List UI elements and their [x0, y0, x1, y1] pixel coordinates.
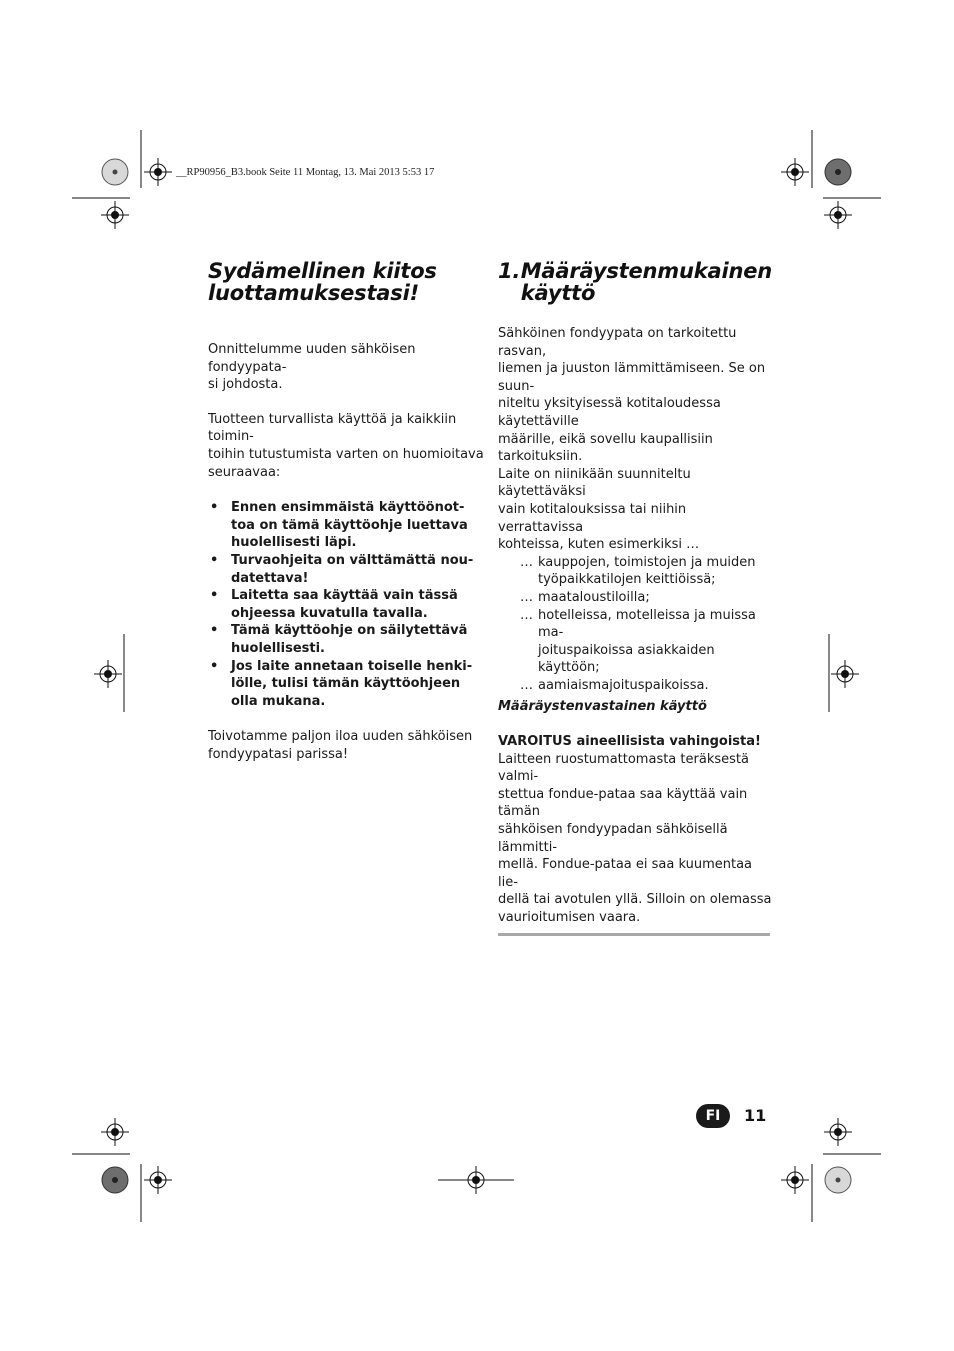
- list-item: … aamiaismajoituspaikoissa.: [520, 677, 709, 693]
- section-title-line2: käyttö: [520, 281, 596, 305]
- list-item: • Turvaohjeita on välttämättä nou- datettava!: [208, 552, 484, 587]
- misuse-subheading: Määräystenvastainen käyttö: [498, 699, 707, 715]
- closing-paragraph: Toivotamme paljon iloa uuden sähköisen fondyypatasi parissa!: [208, 729, 473, 762]
- section-title: [498, 260, 772, 304]
- page-number: 11: [744, 1106, 767, 1125]
- list-item: • Laitetta saa käyttää vain tässä ohjeessa kuvatulla tavalla.: [208, 587, 484, 622]
- language-badge: FI: [696, 1104, 730, 1128]
- section-title-line1: Määräystenmukainen: [520, 259, 772, 283]
- list-item: … kauppojen, toimistojen ja muiden työpaikkatilojen keittiöissä;: [520, 554, 756, 588]
- left-title-line2: luottamuksestasi!: [208, 281, 419, 305]
- section-number: 1.: [498, 259, 521, 283]
- usage-location-list: [498, 554, 772, 695]
- left-column: [208, 260, 484, 763]
- warning-box: [498, 733, 772, 936]
- list-item: • Tämä käyttöohje on säilytettävä huolellisesti.: [208, 622, 484, 657]
- safety-paragraph: Tuotteen turvallista käyttöä ja kaikkiin toimin- toihin tutustumista varten on huomioitava seuraavaa:: [208, 411, 484, 480]
- warning-bottom-rule: [498, 933, 770, 936]
- left-title-line1: Sydämellinen kiitos: [208, 259, 437, 283]
- right-column: [498, 260, 772, 936]
- list-item: • Jos laite annetaan toiselle henki- lölle, tulisi tämän käyttöohjeen olla mukana.: [208, 658, 484, 711]
- print-file-header: __RP90956_B3.book Seite 11 Montag, 13. Mai 2013 5:53 17: [176, 167, 435, 178]
- safety-bullet-list: [208, 499, 484, 710]
- left-title: [208, 260, 484, 304]
- list-item: • Ennen ensimmäistä käyttöönot- toa on tämä käyttöohje luettava huolellisesti läpi.: [208, 499, 484, 552]
- intended-use-paragraph: Sähköinen fondyypata on tarkoitettu rasvan, liemen ja juuston lämmittämiseen. Se on suun- niteltu yksityisessä kotitaloudessa käytettäville määrille, eikä sovellu kaupallisiin tarkoituksiin. Laite on niinikään suunniteltu käytettäväksi vain kotitalouksissa tai niihin verrattavissa kohteissa, kuten esimerkiksi …: [498, 326, 766, 553]
- warning-title: VAROITUS aineellisista vahingoista!: [498, 734, 761, 750]
- list-item: … hotelleissa, motelleissa ja muissa ma- joituspaikoissa asiakkaiden käyttöön;: [520, 607, 756, 676]
- intro-paragraph: Onnittelumme uuden sähköisen fondyypata- si johdosta.: [208, 342, 416, 393]
- list-item: … maataloustiloilla;: [520, 589, 650, 605]
- warning-text: Laitteen ruostumattomasta teräksestä valmi- stettua fondue-pataa saa käyttää vain tämän sähköisen fondyypadan sähköisellä lämmitti- mellä. Fondue-pataa ei saa kuumentaa lie- dellä tai avotulen yllä. Silloin on olemassa vaurioitumisen vaara.: [498, 751, 772, 925]
